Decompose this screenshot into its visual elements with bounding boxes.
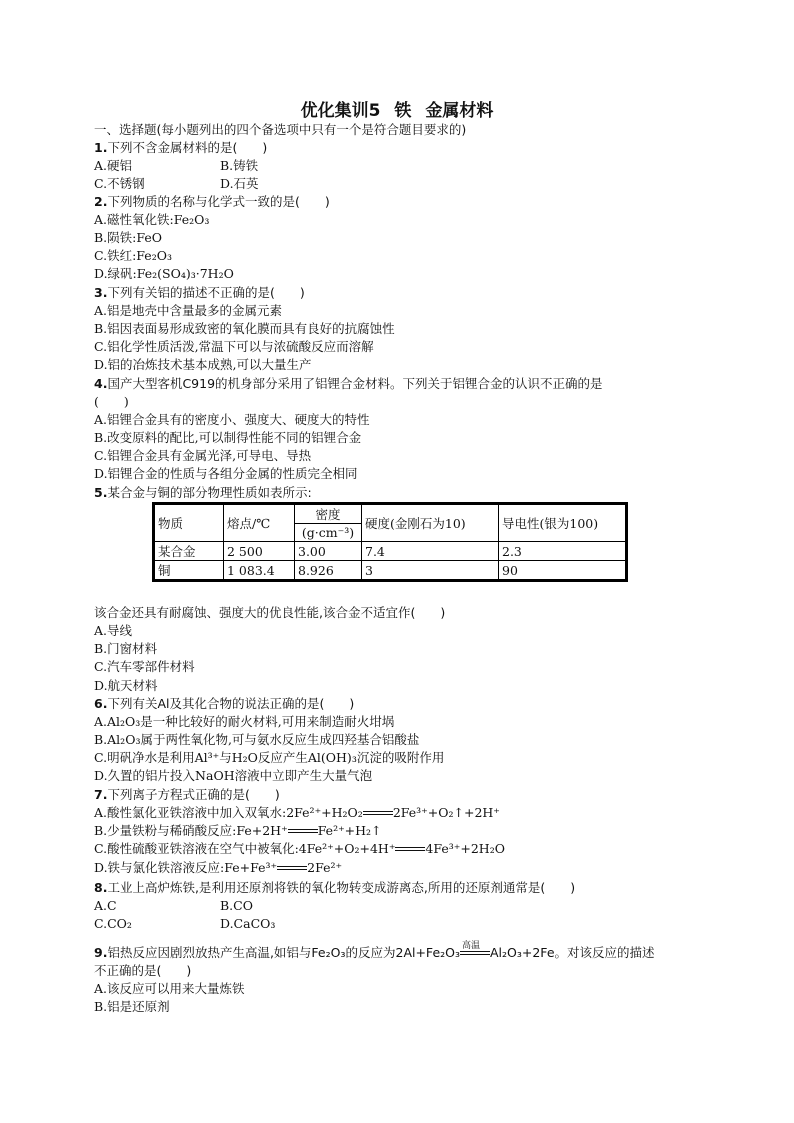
question-4-option-d[interactable]: D.铝锂合金的性质与各组分金属的性质完全相同	[94, 466, 358, 481]
question-5-stem: 5.某合金与铜的部分物理性质如表所示:	[94, 485, 312, 500]
question-8-option-a[interactable]: A.C	[94, 898, 117, 913]
question-3-option-d[interactable]: D.铝的冶炼技术基本成熟,可以大量生产	[94, 357, 312, 372]
page-title	[0, 96, 794, 121]
question-2-option-b[interactable]: B.陨铁:FeO	[94, 230, 163, 245]
table-cell: 7.4	[362, 542, 499, 561]
question-8-option-d[interactable]: D.CaCO₃	[220, 916, 276, 931]
question-9-option-b[interactable]: B.铝是还原剂	[94, 999, 170, 1014]
equals-sign-icon	[288, 827, 318, 837]
question-1-option-a[interactable]: A.硬铝	[94, 158, 133, 173]
question-7-option-b[interactable]: B.少量铁粉与稀硝酸反应:Fe+2H⁺ Fe²⁺+H₂↑	[94, 823, 382, 838]
equals-sign-icon	[277, 864, 307, 874]
question-4-option-a[interactable]: A.铝锂合金具有的密度小、强度大、硬度大的特性	[94, 412, 370, 427]
question-1-option-d[interactable]: D.石英	[220, 176, 259, 191]
section-heading: 一、选择题(每小题列出的四个备选项中只有一个是符合题目要求的)	[94, 122, 467, 137]
question-1-stem: 1.下列不含金属材料的是( )	[94, 140, 268, 155]
question-5-after: 该合金还具有耐腐蚀、强度大的优良性能,该合金不适宜作( )	[94, 605, 446, 620]
question-4-option-b[interactable]: B.改变原料的配比,可以制得性能不同的铝锂合金	[94, 430, 362, 445]
question-6-option-c[interactable]: C.明矾净水是利用Al³⁺与H₂O反应产生Al(OH)₃沉淀的吸附作用	[94, 750, 445, 765]
question-9-option-a[interactable]: A.该反应可以用来大量炼铁	[94, 981, 245, 996]
table-header-density: 密度 (g·cm⁻³)	[295, 504, 362, 542]
equals-sign-icon	[363, 809, 393, 819]
question-8-option-c[interactable]: C.CO₂	[94, 916, 132, 931]
table-cell: 2 500	[224, 542, 295, 561]
question-5-option-b[interactable]: B.门窗材料	[94, 641, 158, 656]
question-8-stem: 8.工业上高炉炼铁,是利用还原剂将铁的氧化物转变成游离态,所用的还原剂通常是( )	[94, 880, 576, 895]
question-5-option-d[interactable]: D.航天材料	[94, 678, 158, 693]
question-9-stem-cont: 不正确的是( )	[94, 963, 192, 978]
question-6-option-d[interactable]: D.久置的铝片投入NaOH溶液中立即产生大量气泡	[94, 768, 373, 783]
question-2-stem: 2.下列物质的名称与化学式一致的是( )	[94, 194, 330, 209]
table-row	[154, 561, 627, 581]
question-2-option-c[interactable]: C.铁红:Fe₂O₃	[94, 248, 172, 263]
question-1-option-b[interactable]: B.铸铁	[220, 158, 259, 173]
question-6-stem: 6.下列有关Al及其化合物的说法正确的是( )	[94, 696, 355, 711]
table-cell: 90	[499, 561, 627, 581]
question-8-option-b[interactable]: B.CO	[220, 898, 253, 913]
question-3-stem: 3.下列有关铝的描述不正确的是( )	[94, 285, 305, 300]
reaction-condition: 高温	[462, 940, 481, 951]
title-part3: 金属材料	[425, 101, 494, 121]
table-header-cell: 物质	[154, 504, 224, 542]
question-6-option-b[interactable]: B.Al₂O₃属于两性氧化物,可与氨水反应生成四羟基合铝酸盐	[94, 732, 420, 747]
question-7-option-a[interactable]: A.酸性氯化亚铁溶液中加入双氧水:2Fe²⁺+H₂O₂ 2Fe³⁺+O₂↑+2H⁺	[94, 805, 500, 820]
table-cell: 3	[362, 561, 499, 581]
question-7-option-c[interactable]: C.酸性硫酸亚铁溶液在空气中被氧化:4Fe²⁺+O₂+4H⁺ 4Fe³⁺+2H₂O	[94, 841, 505, 856]
table-header-cell: 硬度(金刚石为10)	[362, 504, 499, 542]
table-cell: 1 083.4	[224, 561, 295, 581]
table-cell: 8.926	[295, 561, 362, 581]
question-6-option-a[interactable]: A.Al₂O₃是一种比较好的耐火材料,可用来制造耐火坩埚	[94, 714, 395, 729]
table-cell: 2.3	[499, 542, 627, 561]
question-5-option-c[interactable]: C.汽车零部件材料	[94, 659, 195, 674]
question-3-option-a[interactable]: A.铝是地壳中含量最多的金属元素	[94, 303, 283, 318]
equals-sign-icon	[395, 845, 425, 855]
question-2-option-d[interactable]: D.绿矾:Fe₂(SO₄)₃·7H₂O	[94, 266, 234, 281]
table-cell: 某合金	[154, 542, 224, 561]
question-7-option-d[interactable]: D.铁与氯化铁溶液反应:Fe+Fe³⁺ 2Fe²⁺	[94, 860, 343, 875]
question-3-option-c[interactable]: C.铝化学性质活泼,常温下可以与浓硫酸反应而溶解	[94, 339, 374, 354]
question-7-stem: 7.下列离子方程式正确的是( )	[94, 787, 280, 802]
properties-table	[152, 502, 628, 582]
table-cell: 3.00	[295, 542, 362, 561]
question-4-stem-cont: ( )	[94, 394, 129, 409]
table-row	[154, 542, 627, 561]
table-header-cell: 导电性(银为100)	[499, 504, 627, 542]
question-4-stem: 4.国产大型客机C919的机身部分采用了铝锂合金材料。下列关于铝锂合金的认识不正确的是	[94, 376, 603, 391]
question-5-option-a[interactable]: A.导线	[94, 623, 133, 638]
question-1-option-c[interactable]: C.不锈钢	[94, 176, 145, 191]
question-4-option-c[interactable]: C.铝锂合金具有金属光泽,可导电、导热	[94, 448, 312, 463]
title-part2: 铁	[394, 101, 412, 121]
table-header-row	[154, 504, 627, 542]
question-9-stem: 9.铝热反应因剧烈放热产生高温,如铝与Fe₂O₃的反应为2Al+Fe₂O₃ 高温 Al₂O₃+2Fe。对该反应的描述	[94, 944, 655, 961]
table-header-cell: 熔点/℃	[224, 504, 295, 542]
title-part1: 优化集训5	[300, 101, 381, 121]
table-cell: 铜	[154, 561, 224, 581]
question-2-option-a[interactable]: A.磁性氧化铁:Fe₂O₃	[94, 212, 210, 227]
question-3-option-b[interactable]: B.铝因表面易形成致密的氧化膜而具有良好的抗腐蚀性	[94, 321, 395, 336]
equals-sign-icon	[460, 940, 490, 959]
